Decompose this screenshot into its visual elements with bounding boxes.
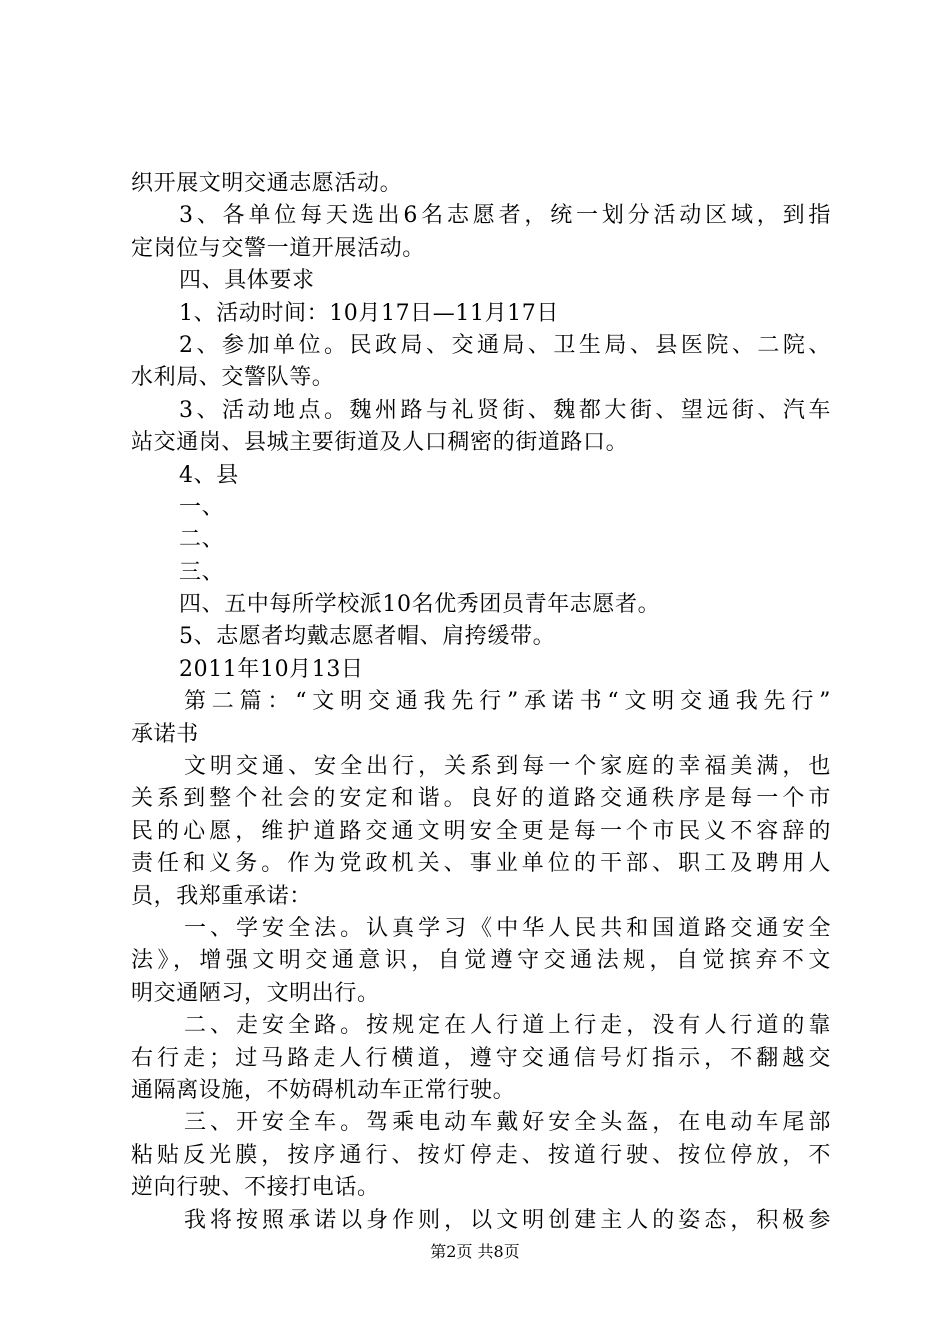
text-line: 四、五中每所学校派10名优秀团员青年志愿者。	[179, 592, 661, 618]
text-line: 三、	[179, 559, 225, 585]
text-line: 2、参加单位。民政局、交通局、卫生局、县医院、二院、	[179, 332, 831, 358]
text-line: 右行走；过马路走人行横道，遵守交通信号灯指示，不翻越交	[131, 1045, 831, 1071]
text-line: 3、各单位每天选出6名志愿者，统一划分活动区域，到指	[179, 203, 831, 229]
text-line: 逆向行驶、不接打电话。	[131, 1175, 380, 1201]
text-line: 4、县	[179, 462, 239, 488]
text-line: 民的心愿，维护道路交通文明安全更是每一个市民义不容辞的	[131, 818, 831, 844]
text-line: 5、志愿者均戴志愿者帽、肩挎缓带。	[179, 624, 556, 650]
text-line: 定岗位与交警一道开展活动。	[131, 235, 425, 261]
text-line: 1、活动时间：10月17日—11月17日	[179, 300, 559, 326]
text-line: 二、走安全路。按规定在人行道上行走，没有人行道的靠	[184, 1013, 831, 1039]
chapter-title: 第二篇：“文明交通我先行”承诺书“文明交通我先行”	[184, 689, 831, 715]
text-line: 通隔离设施，不妨碍机动车正常行驶。	[131, 1077, 516, 1103]
section-heading: 四、具体要求	[179, 268, 315, 294]
date-line: 2011年10月13日	[179, 656, 364, 682]
text-line: 我将按照承诺以身作则，以文明创建主人的姿态，积极参	[184, 1207, 831, 1233]
text-line: 关系到整个社会的安定和谐。良好的道路交通秩序是每一个市	[131, 786, 831, 812]
page-footer: 第2页 共8页	[430, 1242, 520, 1261]
text-line: 水利局、交警队等。	[131, 365, 335, 391]
text-line: 织开展文明交通志愿活动。	[131, 171, 403, 196]
text-line: 一、	[179, 494, 225, 520]
chapter-title: 承诺书	[131, 721, 199, 747]
text-line: 责任和义务。作为党政机关、事业单位的干部、职工及聘用人	[131, 851, 831, 877]
text-line: 3、活动地点。魏州路与礼贤街、魏都大街、望远街、汽车	[179, 397, 831, 423]
text-line: 员，我郑重承诺：	[131, 883, 312, 909]
text-line: 法》，增强文明交通意识，自觉遵守交通法规，自觉摈弃不文	[131, 948, 831, 974]
text-line: 二、	[179, 527, 225, 553]
text-line: 粘贴反光膜，按序通行、按灯停走、按道行驶、按位停放，不	[131, 1142, 831, 1168]
document-body	[131, 168, 831, 1237]
text-line: 明交通陋习，文明出行。	[131, 980, 380, 1006]
text-line: 站交通岗、县城主要街道及人口稠密的街道路口。	[131, 430, 629, 456]
text-line: 文明交通、安全出行，关系到每一个家庭的幸福美满，也	[184, 754, 831, 780]
text-line: 一、学安全法。认真学习《中华人民共和国道路交通安全	[184, 915, 831, 941]
text-line: 三、开安全车。驾乘电动车戴好安全头盔，在电动车尾部	[184, 1110, 831, 1136]
